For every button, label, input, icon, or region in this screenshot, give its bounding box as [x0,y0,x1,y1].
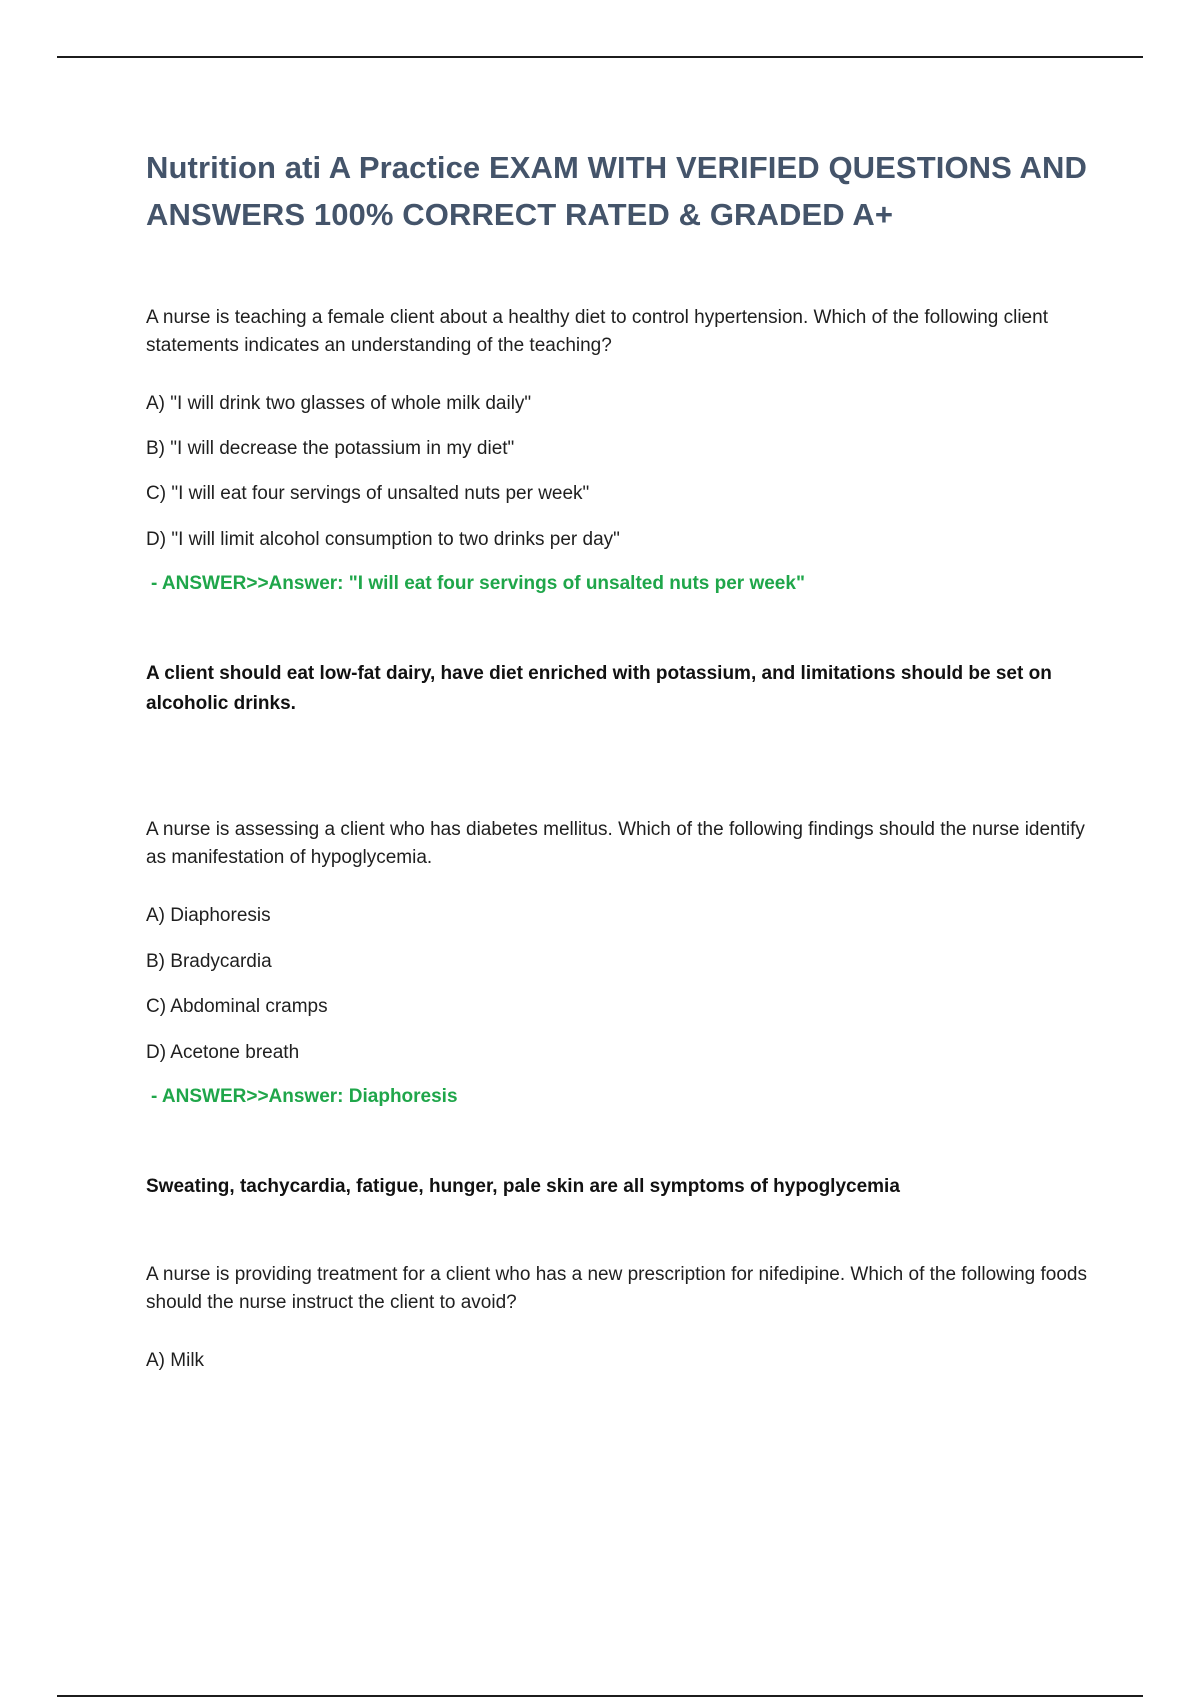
question-3-option-a: A) Milk [146,1350,205,1371]
question-2-text: A nurse is assessing a client who has diabetes mellitus. Which of the following findings should the nurse identify as manifestation of hypoglycemia. [146,819,1085,868]
question-2-option-b: B) Bradycardia [146,951,272,972]
document-page [146,144,1096,1371]
question-2-option-d: D) Acetone breath [146,1042,300,1063]
question-1-rationale: A client should eat low-fat dairy, have diet enriched with potassium, and limitations should be set on alcoholic drinks. [146,663,1052,714]
question-1-answer: - ANSWER>>Answer: "I will eat four servings of unsalted nuts per week" [151,573,805,594]
question-1-option-b: B) "I will decrease the potassium in my diet" [146,438,515,459]
question-1-option-c: C) "I will eat four servings of unsalted nuts per week" [146,483,590,504]
document-title: Nutrition ati A Practice EXAM WITH VERIFIED QUESTIONS AND ANSWERS 100% CORRECT RATED & GRADED A+ [146,150,1087,232]
question-3-text: A nurse is providing treatment for a client who has a new prescription for nifedipine. Which of the following foods should the nurse instruct the client to avoid? [146,1264,1088,1313]
question-2-option-a: A) Diaphoresis [146,905,271,926]
question-2-rationale: Sweating, tachycardia, fatigue, hunger, pale skin are all symptoms of hypoglycemia [146,1176,900,1197]
question-2-answer: - ANSWER>>Answer: Diaphoresis [151,1086,458,1107]
top-rule [57,56,1143,58]
question-2-option-c: C) Abdominal cramps [146,996,328,1017]
question-1-option-d: D) "I will limit alcohol consumption to two drinks per day" [146,529,620,550]
question-1-option-a: A) "I will drink two glasses of whole milk daily" [146,393,532,414]
bottom-rule [57,1695,1143,1697]
question-1-text: A nurse is teaching a female client about a healthy diet to control hypertension. Which of the following client statements indicates an understanding of the teaching? [146,307,1048,356]
